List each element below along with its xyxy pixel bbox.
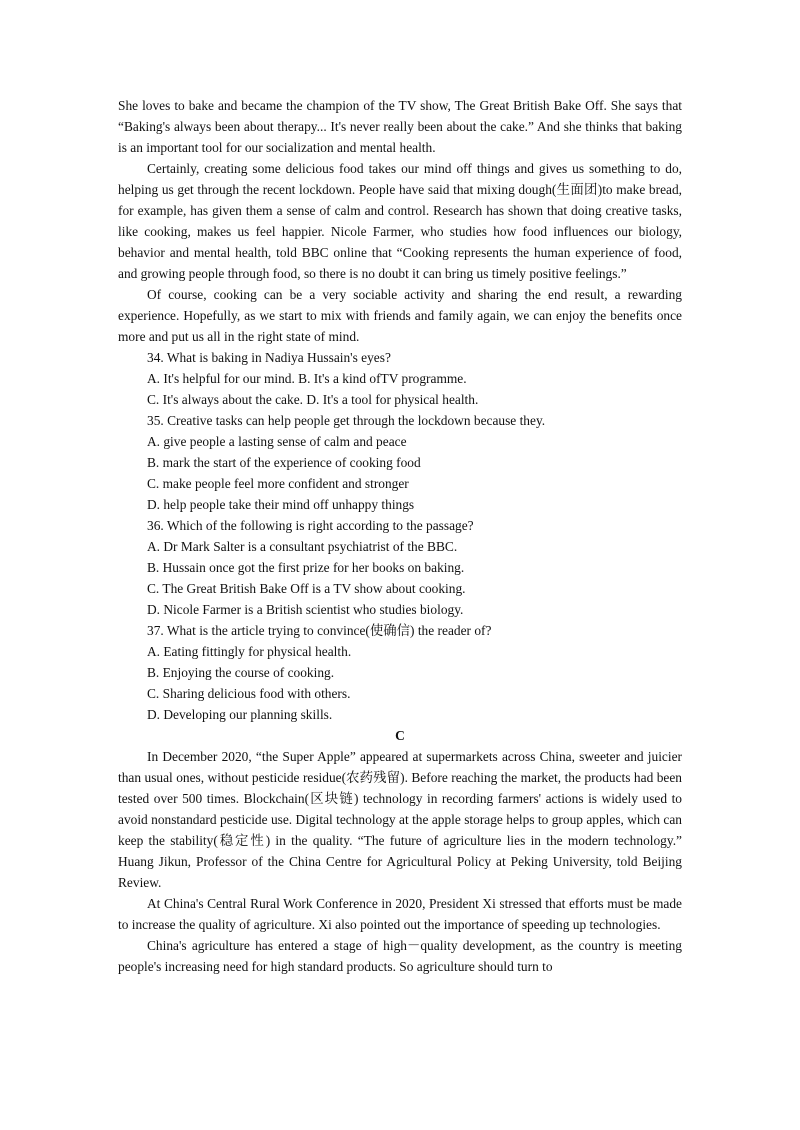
question-36-option-b: B. Hussain once got the first prize for her books on baking. xyxy=(147,560,465,575)
question-34-options-ab: A. It's helpful for our mind. B. It's a kind ofTV programme. xyxy=(147,371,467,386)
paragraph: Of course, cooking can be a very sociable activity and sharing the end result, a rewarding experience. Hopefully, as we start to mix with friends and family again, we can enjoy the benefits once more and put us all in the right state of mind. xyxy=(118,287,682,344)
question-37-option-b: B. Enjoying the course of cooking. xyxy=(147,665,335,680)
question-34-options-cd: C. It's always about the cake. D. It's a tool for physical health. xyxy=(147,392,479,407)
question-35-option-d: D. help people take their mind off unhappy things xyxy=(147,497,415,512)
section-heading: C xyxy=(395,728,405,743)
question-36-option-d: D. Nicole Farmer is a British scientist who studies biology. xyxy=(147,602,464,617)
question-35-option-c: C. make people feel more confident and stronger xyxy=(147,476,409,491)
paragraph: China's agriculture has entered a stage of high－quality development, as the country is meeting people's increasing need for high standard products. So agriculture should turn to xyxy=(118,938,682,974)
question-37-option-d: D. Developing our planning skills. xyxy=(147,707,333,722)
question-37-option-a: A. Eating fittingly for physical health. xyxy=(147,644,352,659)
question-35: 35. Creative tasks can help people get through the lockdown because they. xyxy=(147,413,546,428)
paragraph: In December 2020, “the Super Apple” appeared at supermarkets across China, sweeter and juicier than usual ones, without pesticide residue(农药残留). Before reaching the market, the products had been tested over 500 times. Blockchain(区块链) technology in recording farmers' actions is widely used to avoid nonstandard pesticide use. Digital technology at the apple storage helps to group apples, which can keep the stability(稳定性) in the quality. “The future of agriculture lies in the modern technology.” Huang Jikun, Professor of the China Centre for Agricultural Policy at Peking University, told Beijing Review. xyxy=(118,749,682,890)
paragraph: She loves to bake and became the champion of the TV show, The Great British Bake Off. She says that “Baking's always been about therapy... It's never really been about the cake.” And she thinks that baking is an important tool for our socialization and mental health. xyxy=(118,98,682,155)
question-36: 36. Which of the following is right according to the passage? xyxy=(147,518,474,533)
question-36-option-a: A. Dr Mark Salter is a consultant psychiatrist of the BBC. xyxy=(147,539,458,554)
question-34: 34. What is baking in Nadiya Hussain's eyes? xyxy=(147,350,391,365)
paragraph: At China's Central Rural Work Conference in 2020, President Xi stressed that efforts must be made to increase the quality of agriculture. Xi also pointed out the importance of speeding up technologies. xyxy=(118,896,682,932)
question-35-option-a: A. give people a lasting sense of calm and peace xyxy=(147,434,407,449)
question-37-option-c: C. Sharing delicious food with others. xyxy=(147,686,351,701)
question-36-option-c: C. The Great British Bake Off is a TV show about cooking. xyxy=(147,581,466,596)
paragraph: Certainly, creating some delicious food takes our mind off things and gives us something to do, helping us get through the recent lockdown. People have said that mixing dough(生面团)to make bread, for example, has given them a sense of calm and control. Research has shown that doing creative tasks, like cooking, makes us feel happier. Nicole Farmer, who studies how food influences our biology, behavior and mental health, told BBC online that “Cooking represents the human experience of food, and growing people through food, so there is no doubt it can bring us timely positive feelings.” xyxy=(118,161,682,281)
question-37: 37. What is the article trying to convince(使确信) the reader of? xyxy=(147,623,492,638)
question-35-option-b: B. mark the start of the experience of cooking food xyxy=(147,455,421,470)
document-body xyxy=(118,95,682,977)
